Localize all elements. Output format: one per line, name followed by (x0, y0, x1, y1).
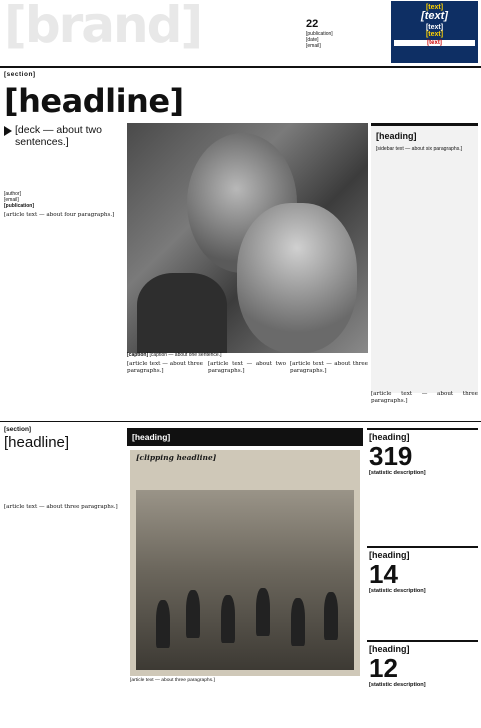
issue-date: [date] (306, 37, 319, 43)
divider (367, 546, 478, 548)
nacional-box (127, 428, 363, 728)
nacional-title: [heading] (127, 428, 363, 446)
ad-line-5: [text] (394, 40, 475, 46)
photo-figure (137, 273, 227, 353)
newspaper-clipping (130, 450, 360, 676)
stat-number: 12 (369, 653, 398, 683)
ad-line-3: [text] (425, 24, 444, 31)
article-column-5: [article text — about three paragraphs.] (371, 391, 478, 404)
caption-lead: [caption] (127, 352, 149, 358)
contact-email: [email] (306, 43, 321, 49)
clipping-headline: [clipping headline] (136, 453, 217, 462)
brand-logo: [brand] (4, 0, 202, 54)
player-figure (324, 592, 338, 640)
stat-heading: [heading] (369, 550, 410, 560)
article-column-4: [article text — about three paragraphs.] (290, 361, 368, 374)
nacional-body: [article text — about three paragraphs.] (130, 678, 215, 683)
clipping-photo (136, 490, 354, 670)
article-column-3: [article text — about two paragraphs.] (208, 361, 286, 374)
divider (367, 428, 478, 430)
advertisement[interactable] (391, 1, 478, 63)
sidebar-body: [sidebar text — about six paragraphs.] (376, 146, 463, 152)
stat-description: [statistic description] (369, 588, 426, 594)
article-column-2: [article text — about three paragraphs.] (127, 361, 203, 374)
stat-number: 14 (369, 559, 398, 589)
ad-line-4: [text] (425, 31, 444, 38)
caption-text: [caption — about one sentence.] (149, 352, 222, 358)
stat-heading: [heading] (369, 644, 410, 654)
player-figure (156, 600, 170, 648)
player-figure (221, 595, 235, 643)
byline-outlet: [publication] (4, 203, 34, 209)
section-label: [section] (4, 426, 32, 433)
second-article-column: [article text — about three paragraphs.] (4, 504, 118, 510)
sidebar-title: [heading] (376, 131, 417, 141)
player-figure (186, 590, 200, 638)
divider (367, 640, 478, 642)
article-column-1: [article text — about four paragraphs.] (4, 212, 115, 218)
ad-line-2: [text] (421, 10, 448, 22)
section-rule (0, 421, 481, 422)
sidebar-box (371, 123, 478, 393)
publication-name: [publication] (306, 31, 333, 37)
stat-number: 319 (369, 441, 413, 471)
photo-figure (237, 203, 357, 353)
stat-description: [statistic description] (369, 682, 426, 688)
masthead-meta (306, 31, 333, 49)
header-rule (0, 66, 481, 68)
photo-caption (127, 352, 368, 358)
section-label: [section] (4, 71, 36, 78)
page-number: 22 (306, 18, 319, 30)
arrow-right-icon (4, 126, 12, 136)
main-headline: [headline] (4, 82, 184, 120)
player-figure (256, 588, 270, 636)
second-headline: [headline] (4, 434, 70, 451)
byline (4, 191, 124, 209)
byline-author: [author] (4, 191, 21, 197)
stat-description: [statistic description] (369, 470, 426, 476)
player-figure (291, 598, 305, 646)
masthead (0, 0, 300, 54)
ad-line-1: [text] (425, 4, 444, 11)
main-photo (127, 123, 368, 353)
stat-heading: [heading] (369, 432, 410, 442)
deck-text: [deck — about two sentences.] (15, 124, 102, 148)
byline-email: [email] (4, 197, 19, 203)
